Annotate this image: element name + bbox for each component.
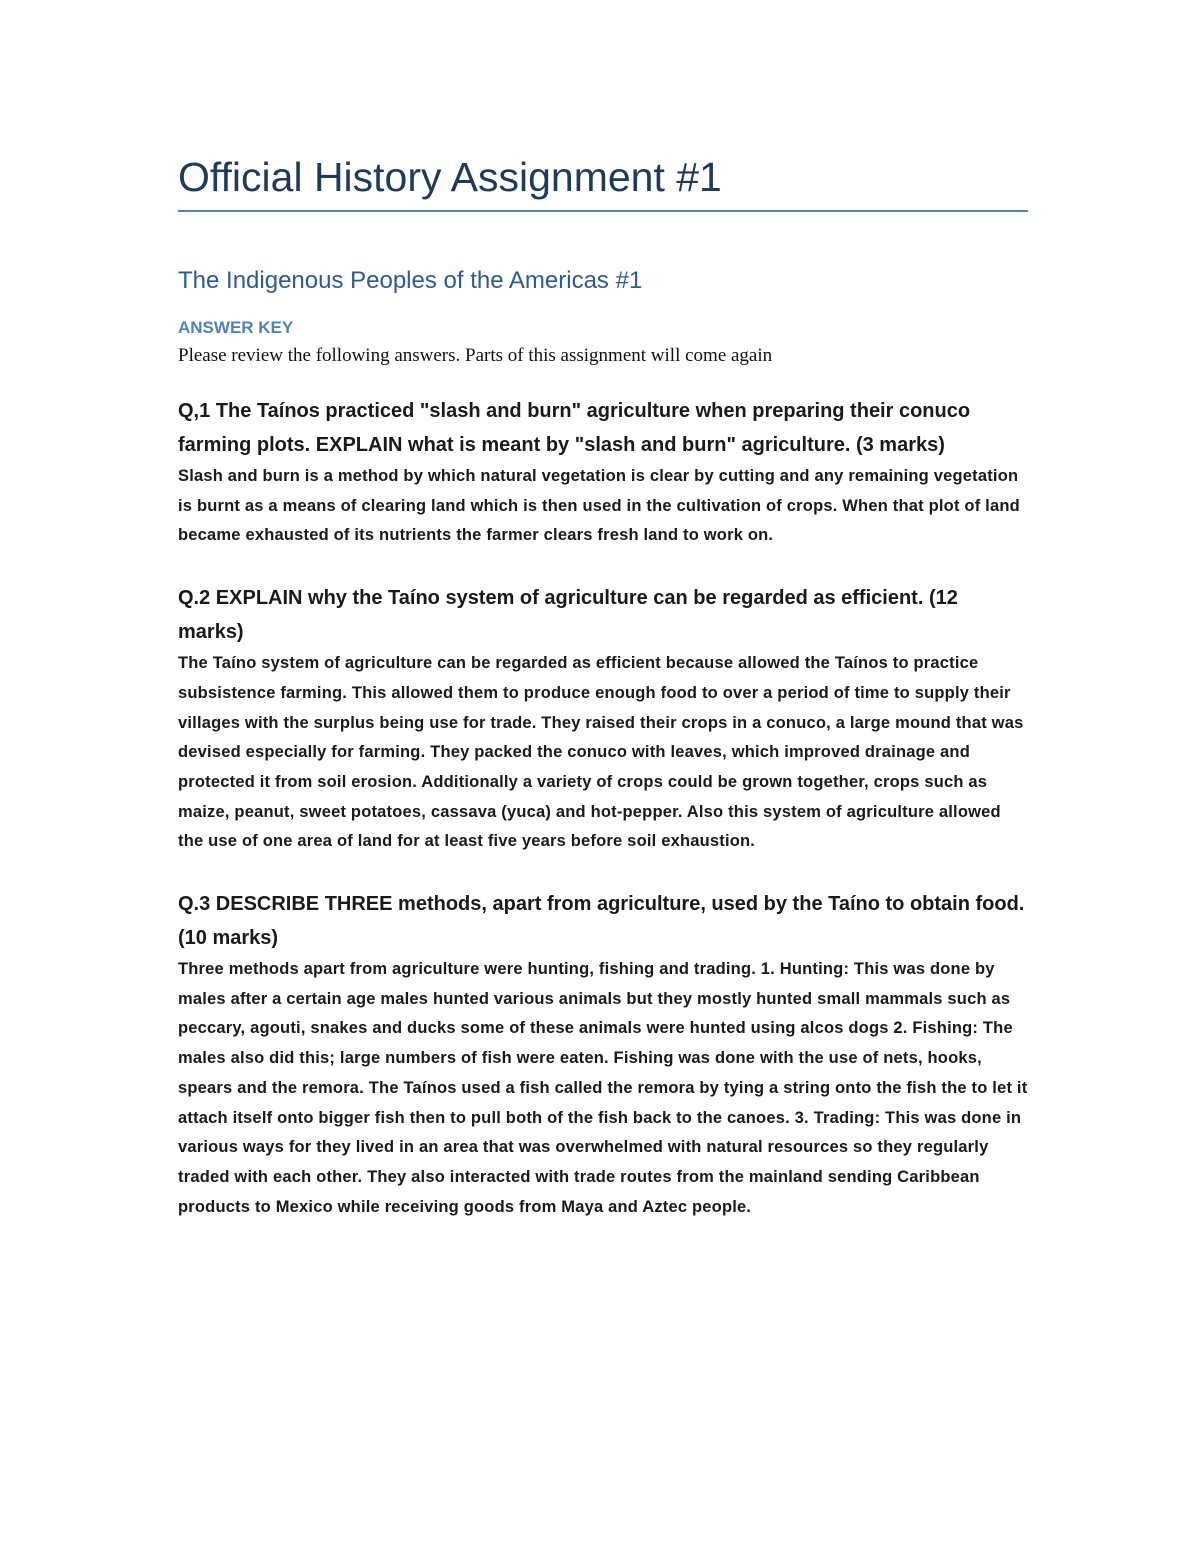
answer-key-label: ANSWER KEY	[178, 318, 294, 337]
question-block-3	[178, 887, 1028, 1222]
answer-text: Three methods apart from agriculture were hunting, fishing and trading. 1. Hunting: This was done by males after a certain age males hunted various animals but they mostly hunted small mammals such as peccary, agouti, snakes and ducks some of these animals were hunted using alcos dogs 2. Fishing: The males also did this; large numbers of fish were eaten. Fishing was done with the use of nets, hooks, spears and the remora. The Taínos used a fish called the remora by tying a string onto the fish the to let it attach itself onto bigger fish then to pull both of the fish back to the canoes. 3. Trading: This was done in various ways for they lived in an area that was overwhelmed with natural resources so they regularly traded with each other. They also interacted with trade routes from the mainland sending Caribbean products to Mexico while receiving goods from Maya and Aztec people.	[178, 960, 1028, 1216]
intro-text: Please review the following answers. Parts of this assignment will come again	[178, 345, 773, 366]
document-subtitle: The Indigenous Peoples of the Americas #1	[178, 267, 643, 294]
document-page	[178, 150, 1028, 1222]
document-title: Official History Assignment #1	[178, 154, 722, 200]
question-text: Q.3 DESCRIBE THREE methods, apart from agriculture, used by the Taíno to obtain food. (10 marks)	[178, 893, 1025, 950]
question-block-1	[178, 394, 1028, 551]
answer-text: Slash and burn is a method by which natural vegetation is clear by cutting and any remaining vegetation is burnt as a means of clearing land which is then used in the cultivation of crops. When that plot of land became exhausted of its nutrients the farmer clears fresh land to work on.	[178, 467, 1020, 545]
title-underline	[178, 210, 1028, 212]
question-block-2	[178, 581, 1028, 857]
question-text: Q.2 EXPLAIN why the Taíno system of agriculture can be regarded as efficient. (12 marks)	[178, 587, 958, 644]
answer-text: The Taíno system of agriculture can be regarded as efficient because allowed the Taínos to practice subsistence farming. This allowed them to produce enough food to over a period of time to supply their villages with the surplus being use for trade. They raised their crops in a conuco, a large mound that was devised especially for farming. They packed the conuco with leaves, which improved drainage and protected it from soil erosion. Additionally a variety of crops could be grown together, crops such as maize, peanut, sweet potatoes, cassava (yuca) and hot-pepper. Also this system of agriculture allowed the use of one area of land for at least five years before soil exhaustion.	[178, 654, 1024, 851]
question-text: Q,1 The Taínos practiced "slash and burn" agriculture when preparing their conuco farming plots. EXPLAIN what is meant by "slash and burn" agriculture. (3 marks)	[178, 400, 971, 456]
